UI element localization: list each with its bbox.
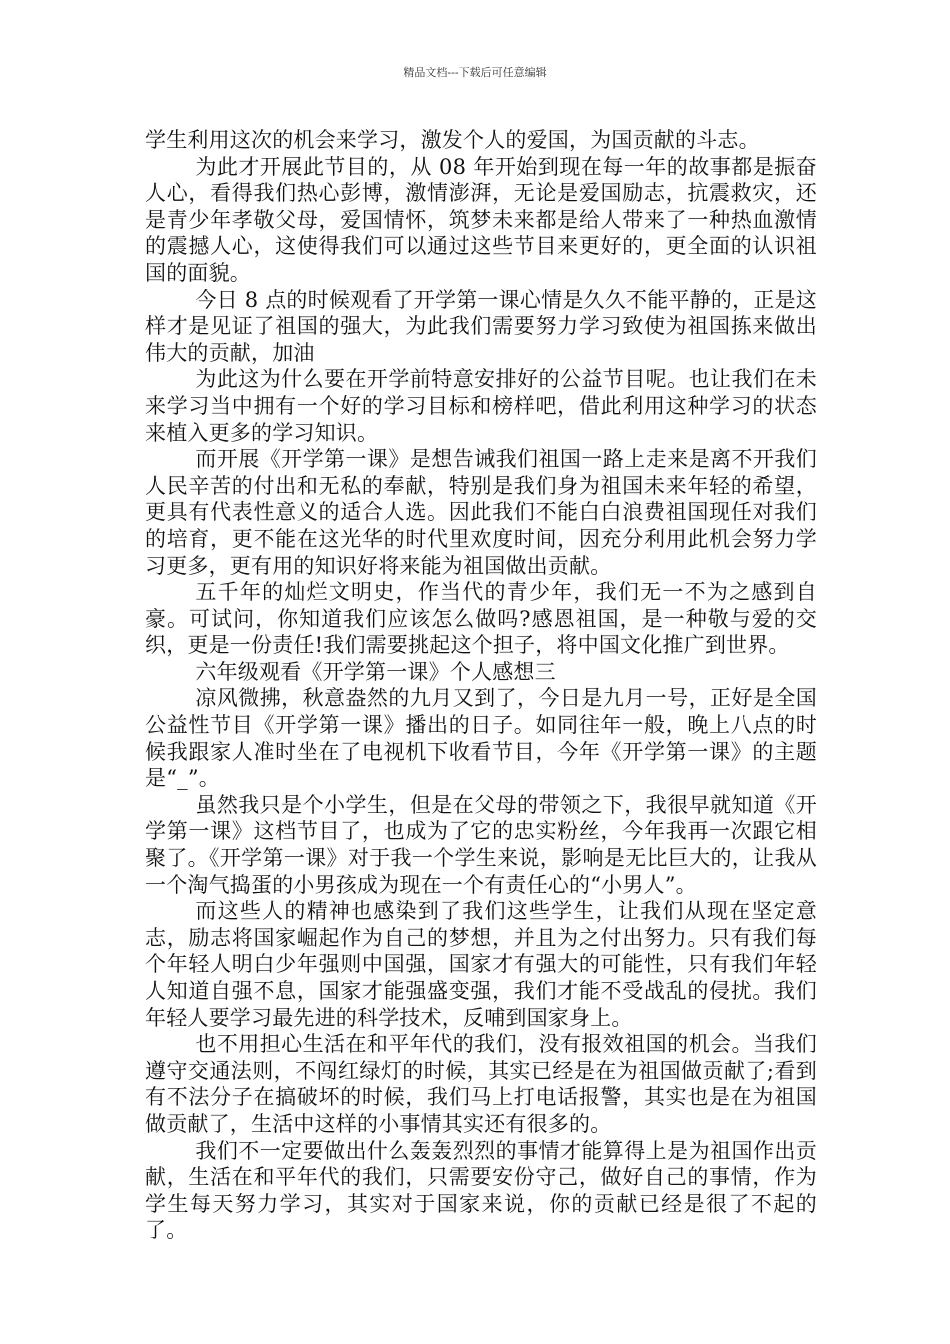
- paragraph: 虽然我只是个小学生，但是在父母的带领之下，我很早就知道《开学第一课》这档节目了，也成为了它的忠实粉丝，今年我再一次跟它相聚了。《开学第一课》对于我一个学生来说，影响是无比巨大的，让我从一个淘气捣蛋的小男孩成为现在一个有责任心的“小男人”。: [145, 792, 817, 897]
- paragraph: 五千年的灿烂文明史，作当代的青少年，我们无一不为之感到自豪。可试问，你知道我们应该怎么做吗?感恩祖国，是一种敬与爱的交织，更是一份责任!我们需要挑起这个担子，将中国文化推广到世界。: [145, 580, 817, 658]
- paragraph: 而开展《开学第一课》是想告诫我们祖国一路上走来是离不开我们人民辛苦的付出和无私的奉献，特别是我们身为祖国未来年轻的希望，更具有代表性意义的适合人选。因此我们不能白白浪费祖国现任对我们的培育，更不能在这光华的时代里欢度时间，因充分利用此机会努力学习更多，更有用的知识好将来能为祖国做出贡献。: [145, 447, 817, 578]
- paragraph: 我们不一定要做出什么轰轰烈烈的事情才能算得上是为祖国作出贡献，生活在和平年代的我们，只需要安份守己，做好自己的事情，作为学生每天努力学习，其实对于国家来说，你的贡献已经是很了不起的了。: [145, 1138, 817, 1243]
- paragraph: 为此才开展此节目的，从 08 年开始到现在每一年的故事都是振奋人心，看得我们热心彭博，激情澎湃，无论是爱国励志，抗震救灾，还是青少年孝敬父母，爱国情怀，筑梦未来都是给人带来了一种热血激情的震撼人心，这使得我们可以通过这些节目来更好的，更全面的认识祖国的面貌。: [145, 154, 817, 285]
- paragraph: 凉风微拂，秋意盎然的九月又到了，今日是九月一号，正好是全国公益性节目《开学第一课》播出的日子。如同往年一般，晚上八点的时候我跟家人准时坐在了电视机下收看节目，今年《开学第一课》的主题是“_”。: [145, 686, 817, 791]
- page-header: 精品文档---下载后可任意编辑: [403, 66, 547, 79]
- section-heading: 六年级观看《开学第一课》个人感想三: [195, 659, 556, 684]
- paragraph: 而这些人的精神也感染到了我们这些学生，让我们从现在坚定意志，励志将国家崛起作为自己的梦想，并且为之付出努力。只有我们每个年轻人明白少年强则中国强，国家才有强大的可能性，只有我们年轻人知道自强不息，国家才能强盛变强，我们才能不受战乱的侵扰。我们年轻人要学习最先进的科学技术，反哺到国家身上。: [145, 899, 817, 1030]
- paragraph: 今日 8 点的时候观看了开学第一课心情是久久不能平静的，正是这样才是见证了祖国的强大，为此我们需要努力学习致使为祖国拣来做出伟大的贡献，加油: [145, 287, 817, 365]
- paragraph-continuation: 学生利用这次的机会来学习，激发个人的爱国，为国贡献的斗志。: [145, 128, 760, 152]
- paragraph: 为此这为什么要在开学前特意安排好的公益节目呢。也让我们在未来学习当中拥有一个好的学习目标和榜样吧，借此利用这种学习的状态来植入更多的学习知识。: [145, 367, 817, 445]
- document-body: [145, 127, 817, 1244]
- paragraph: 也不用担心生活在和平年代的我们，没有报效祖国的机会。当我们遵守交通法则，不闯红绿灯的时候，其实已经是在为祖国做贡献了;看到有不法分子在搞破坏的时候，我们马上打电话报警，其实也是在为祖国做贡献了，生活中这样的小事情其实还有很多的。: [145, 1032, 817, 1136]
